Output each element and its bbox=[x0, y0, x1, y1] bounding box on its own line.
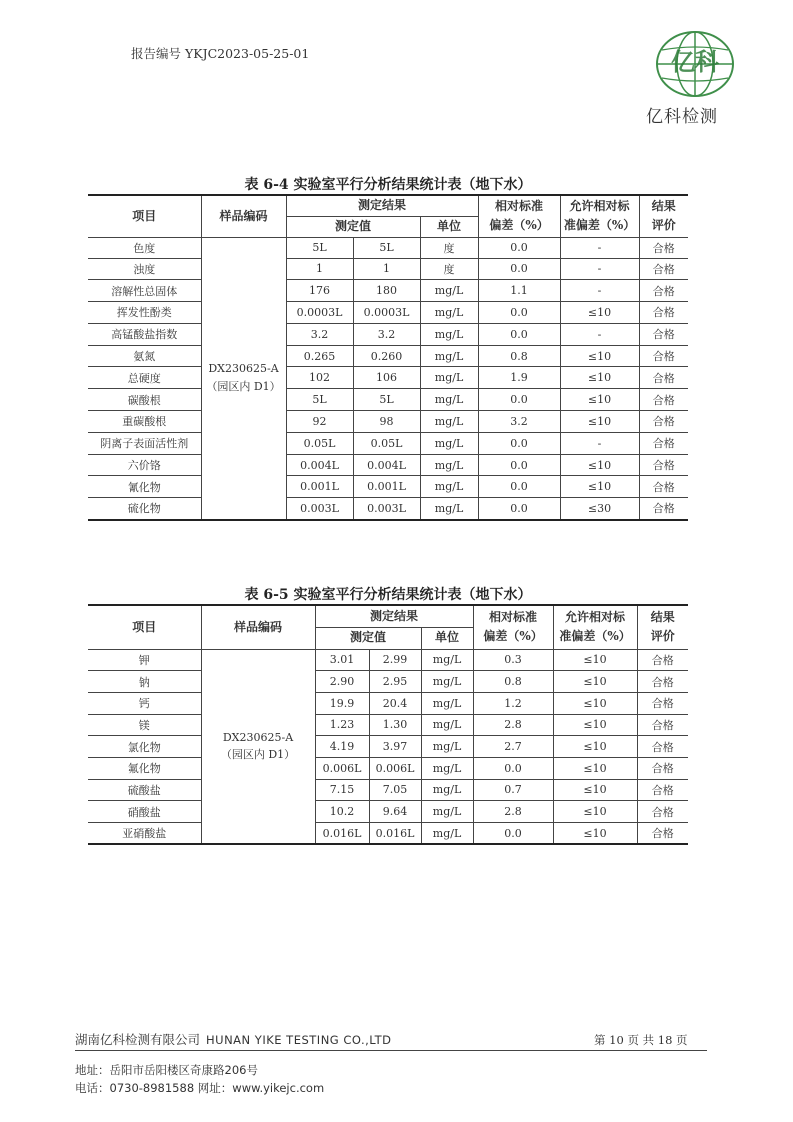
cell-item: 硫化物 bbox=[88, 498, 201, 520]
cell-value-1: 0.016L bbox=[315, 823, 369, 845]
cell-allow: ≤10 bbox=[553, 714, 637, 736]
cell-result: 合格 bbox=[639, 345, 688, 367]
table-row bbox=[88, 498, 688, 520]
cell-value-2: 0.05L bbox=[353, 432, 420, 454]
cell-rsd: 2.7 bbox=[473, 736, 553, 758]
cell-result: 合格 bbox=[639, 389, 688, 411]
cell-unit: mg/L bbox=[420, 476, 478, 498]
cell-unit: mg/L bbox=[420, 302, 478, 324]
cell-rsd: 0.8 bbox=[473, 671, 553, 693]
cell-value-1: 19.9 bbox=[315, 692, 369, 714]
table-row bbox=[88, 345, 688, 367]
logo-text: 亿科检测 bbox=[646, 107, 718, 127]
table2-header-result: 结果 评价 bbox=[637, 605, 688, 649]
cell-item: 镁 bbox=[88, 714, 201, 736]
table-row bbox=[88, 779, 688, 801]
cell-item: 挥发性酚类 bbox=[88, 302, 201, 324]
table-row bbox=[88, 801, 688, 823]
cell-item: 氰化物 bbox=[88, 476, 201, 498]
cell-allow: - bbox=[560, 432, 639, 454]
cell-value-1: 0.003L bbox=[286, 498, 353, 520]
cell-unit: mg/L bbox=[420, 411, 478, 433]
table2-sample-cell: DX230625-A （园区内 D1） bbox=[201, 649, 315, 844]
cell-item: 亚硝酸盐 bbox=[88, 823, 201, 845]
cell-result: 合格 bbox=[639, 411, 688, 433]
cell-result: 合格 bbox=[639, 237, 688, 258]
cell-unit: mg/L bbox=[420, 498, 478, 520]
table-row bbox=[88, 280, 688, 302]
cell-value-1: 102 bbox=[286, 367, 353, 389]
cell-result: 合格 bbox=[639, 302, 688, 324]
table-row bbox=[88, 323, 688, 345]
table1 bbox=[88, 194, 688, 521]
cell-result: 合格 bbox=[637, 823, 688, 845]
cell-rsd: 0.0 bbox=[478, 237, 560, 258]
cell-rsd: 1.1 bbox=[478, 280, 560, 302]
cell-value-1: 4.19 bbox=[315, 736, 369, 758]
cell-unit: mg/L bbox=[421, 823, 473, 845]
table-row bbox=[88, 476, 688, 498]
table-row bbox=[88, 736, 688, 758]
cell-rsd: 0.0 bbox=[478, 498, 560, 520]
cell-value-2: 106 bbox=[353, 367, 420, 389]
table-row bbox=[88, 367, 688, 389]
cell-unit: mg/L bbox=[420, 323, 478, 345]
table1-header-measure: 测定结果 bbox=[286, 195, 478, 216]
cell-rsd: 0.8 bbox=[478, 345, 560, 367]
table2-header-allow: 允许相对标 准偏差（%） bbox=[553, 605, 637, 649]
cell-item: 硝酸盐 bbox=[88, 801, 201, 823]
table2-header-item: 项目 bbox=[88, 605, 201, 649]
cell-value-1: 5L bbox=[286, 237, 353, 258]
cell-value-1: 10.2 bbox=[315, 801, 369, 823]
cell-result: 合格 bbox=[639, 476, 688, 498]
cell-value-1: 0.004L bbox=[286, 454, 353, 476]
cell-value-1: 5L bbox=[286, 389, 353, 411]
cell-rsd: 0.0 bbox=[478, 258, 560, 280]
table1-header-item: 项目 bbox=[88, 195, 201, 237]
cell-unit: mg/L bbox=[421, 649, 473, 671]
cell-allow: ≤30 bbox=[560, 498, 639, 520]
cell-value-1: 3.2 bbox=[286, 323, 353, 345]
cell-value-1: 0.006L bbox=[315, 757, 369, 779]
cell-unit: mg/L bbox=[420, 454, 478, 476]
cell-value-2: 0.004L bbox=[353, 454, 420, 476]
table-row bbox=[88, 411, 688, 433]
cell-value-2: 7.05 bbox=[369, 779, 421, 801]
cell-unit: mg/L bbox=[420, 280, 478, 302]
cell-rsd: 0.0 bbox=[473, 823, 553, 845]
table-row bbox=[88, 714, 688, 736]
cell-item: 色度 bbox=[88, 237, 201, 258]
table2-header-value: 测定值 bbox=[315, 627, 421, 649]
cell-rsd: 0.3 bbox=[473, 649, 553, 671]
cell-value-1: 176 bbox=[286, 280, 353, 302]
footer-divider bbox=[75, 1050, 707, 1051]
table1-header-result: 结果 评价 bbox=[639, 195, 688, 237]
cell-value-2: 0.260 bbox=[353, 345, 420, 367]
cell-value-1: 0.001L bbox=[286, 476, 353, 498]
cell-unit: mg/L bbox=[421, 736, 473, 758]
cell-allow: ≤10 bbox=[553, 823, 637, 845]
cell-allow: ≤10 bbox=[553, 649, 637, 671]
cell-unit: 度 bbox=[420, 237, 478, 258]
cell-allow: ≤10 bbox=[553, 757, 637, 779]
cell-rsd: 2.8 bbox=[473, 714, 553, 736]
cell-rsd: 0.0 bbox=[478, 432, 560, 454]
cell-result: 合格 bbox=[637, 779, 688, 801]
cell-value-2: 20.4 bbox=[369, 692, 421, 714]
footer-company bbox=[75, 1030, 392, 1048]
cell-unit: mg/L bbox=[420, 389, 478, 411]
cell-value-2: 0.016L bbox=[369, 823, 421, 845]
cell-item: 钾 bbox=[88, 649, 201, 671]
cell-result: 合格 bbox=[639, 432, 688, 454]
cell-rsd: 0.0 bbox=[478, 323, 560, 345]
cell-value-2: 2.99 bbox=[369, 649, 421, 671]
cell-value-1: 92 bbox=[286, 411, 353, 433]
cell-rsd: 0.0 bbox=[473, 757, 553, 779]
page-number: 第 10 页 共 18 页 bbox=[594, 1033, 688, 1047]
cell-item: 总硬度 bbox=[88, 367, 201, 389]
cell-rsd: 0.0 bbox=[478, 454, 560, 476]
table1-header-allow: 允许相对标 准偏差（%） bbox=[560, 195, 639, 237]
cell-item: 氯化物 bbox=[88, 736, 201, 758]
cell-item: 钙 bbox=[88, 692, 201, 714]
cell-value-2: 2.95 bbox=[369, 671, 421, 693]
cell-item: 高锰酸盐指数 bbox=[88, 323, 201, 345]
cell-result: 合格 bbox=[637, 714, 688, 736]
cell-unit: mg/L bbox=[421, 692, 473, 714]
cell-allow: ≤10 bbox=[560, 302, 639, 324]
table2-header-unit: 单位 bbox=[421, 627, 473, 649]
cell-item: 硫酸盐 bbox=[88, 779, 201, 801]
cell-value-2: 98 bbox=[353, 411, 420, 433]
table-row bbox=[88, 823, 688, 845]
cell-allow: ≤10 bbox=[560, 476, 639, 498]
cell-result: 合格 bbox=[639, 280, 688, 302]
cell-item: 重碳酸根 bbox=[88, 411, 201, 433]
cell-value-1: 3.01 bbox=[315, 649, 369, 671]
company-logo bbox=[646, 30, 746, 127]
cell-item: 阴离子表面活性剂 bbox=[88, 432, 201, 454]
company-name-cn: 湖南亿科检测有限公司 bbox=[75, 1032, 201, 1047]
cell-value-2: 3.2 bbox=[353, 323, 420, 345]
cell-rsd: 3.2 bbox=[478, 411, 560, 433]
cell-unit: mg/L bbox=[420, 345, 478, 367]
cell-value-1: 2.90 bbox=[315, 671, 369, 693]
cell-rsd: 0.0 bbox=[478, 302, 560, 324]
cell-allow: ≤10 bbox=[560, 389, 639, 411]
table1-caption: 表 6-4 实验室平行分析结果统计表（地下水） bbox=[244, 177, 532, 193]
cell-item: 钠 bbox=[88, 671, 201, 693]
cell-rsd: 0.0 bbox=[478, 476, 560, 498]
cell-value-1: 1.23 bbox=[315, 714, 369, 736]
table1-header-value: 测定值 bbox=[286, 216, 420, 237]
table-row bbox=[88, 757, 688, 779]
table1-header-sample: 样品编码 bbox=[201, 195, 286, 237]
cell-value-1: 7.15 bbox=[315, 779, 369, 801]
cell-allow: - bbox=[560, 323, 639, 345]
cell-rsd: 1.2 bbox=[473, 692, 553, 714]
cell-unit: 度 bbox=[420, 258, 478, 280]
table2 bbox=[88, 604, 688, 845]
cell-value-1: 0.0003L bbox=[286, 302, 353, 324]
table2-caption: 表 6-5 实验室平行分析结果统计表（地下水） bbox=[244, 587, 532, 603]
cell-item: 六价铬 bbox=[88, 454, 201, 476]
cell-rsd: 1.9 bbox=[478, 367, 560, 389]
cell-value-2: 0.001L bbox=[353, 476, 420, 498]
cell-result: 合格 bbox=[639, 367, 688, 389]
table-row bbox=[88, 237, 688, 258]
globe-logo-icon bbox=[652, 30, 738, 100]
table2-header-rsd: 相对标准 偏差（%） bbox=[473, 605, 553, 649]
cell-value-2: 180 bbox=[353, 280, 420, 302]
cell-value-2: 0.0003L bbox=[353, 302, 420, 324]
cell-item: 浊度 bbox=[88, 258, 201, 280]
table1-header-unit: 单位 bbox=[420, 216, 478, 237]
cell-value-2: 1 bbox=[353, 258, 420, 280]
cell-allow: ≤10 bbox=[553, 736, 637, 758]
cell-result: 合格 bbox=[637, 801, 688, 823]
cell-rsd: 2.8 bbox=[473, 801, 553, 823]
logo-mark-text: 亿科 bbox=[671, 47, 719, 76]
cell-allow: ≤10 bbox=[560, 345, 639, 367]
cell-result: 合格 bbox=[639, 454, 688, 476]
table1-sample-cell: DX230625-A （园区内 D1） bbox=[201, 237, 286, 520]
company-name-en: HUNAN YIKE TESTING CO.,LTD bbox=[206, 1033, 392, 1047]
cell-allow: ≤10 bbox=[553, 801, 637, 823]
cell-value-1: 0.265 bbox=[286, 345, 353, 367]
cell-unit: mg/L bbox=[420, 367, 478, 389]
cell-result: 合格 bbox=[639, 323, 688, 345]
cell-unit: mg/L bbox=[421, 801, 473, 823]
cell-unit: mg/L bbox=[421, 671, 473, 693]
footer-contact: 电话：0730-8981588 网址：www.yikejc.com bbox=[75, 1081, 325, 1095]
cell-result: 合格 bbox=[639, 258, 688, 280]
cell-unit: mg/L bbox=[420, 432, 478, 454]
cell-item: 氨氮 bbox=[88, 345, 201, 367]
cell-result: 合格 bbox=[637, 649, 688, 671]
cell-value-2: 0.003L bbox=[353, 498, 420, 520]
cell-result: 合格 bbox=[637, 736, 688, 758]
table-row bbox=[88, 671, 688, 693]
cell-value-2: 3.97 bbox=[369, 736, 421, 758]
cell-allow: ≤10 bbox=[553, 692, 637, 714]
cell-allow: - bbox=[560, 258, 639, 280]
table-row bbox=[88, 692, 688, 714]
cell-value-1: 1 bbox=[286, 258, 353, 280]
table-row bbox=[88, 258, 688, 280]
cell-allow: ≤10 bbox=[560, 411, 639, 433]
cell-unit: mg/L bbox=[421, 779, 473, 801]
table2-header-measure: 测定结果 bbox=[315, 605, 473, 627]
table-row bbox=[88, 389, 688, 411]
cell-item: 碳酸根 bbox=[88, 389, 201, 411]
cell-allow: ≤10 bbox=[553, 779, 637, 801]
report-number: 报告编号 YKJC2023-05-25-01 bbox=[131, 46, 310, 61]
cell-rsd: 0.7 bbox=[473, 779, 553, 801]
cell-allow: ≤10 bbox=[560, 454, 639, 476]
cell-value-2: 5L bbox=[353, 389, 420, 411]
table2-header-sample: 样品编码 bbox=[201, 605, 315, 649]
cell-allow: - bbox=[560, 280, 639, 302]
table-row bbox=[88, 432, 688, 454]
cell-rsd: 0.0 bbox=[478, 389, 560, 411]
cell-allow: ≤10 bbox=[553, 671, 637, 693]
cell-unit: mg/L bbox=[421, 714, 473, 736]
cell-value-2: 1.30 bbox=[369, 714, 421, 736]
cell-item: 溶解性总固体 bbox=[88, 280, 201, 302]
table1-header-rsd: 相对标准 偏差（%） bbox=[478, 195, 560, 237]
cell-value-2: 9.64 bbox=[369, 801, 421, 823]
cell-result: 合格 bbox=[637, 692, 688, 714]
cell-result: 合格 bbox=[637, 757, 688, 779]
cell-result: 合格 bbox=[637, 671, 688, 693]
cell-allow: ≤10 bbox=[560, 367, 639, 389]
cell-value-1: 0.05L bbox=[286, 432, 353, 454]
cell-unit: mg/L bbox=[421, 757, 473, 779]
cell-item: 氟化物 bbox=[88, 757, 201, 779]
cell-allow: - bbox=[560, 237, 639, 258]
cell-value-2: 0.006L bbox=[369, 757, 421, 779]
table-row bbox=[88, 454, 688, 476]
cell-value-2: 5L bbox=[353, 237, 420, 258]
footer-address: 地址：岳阳市岳阳楼区奇康路206号 bbox=[75, 1063, 258, 1077]
table-row bbox=[88, 302, 688, 324]
table-row bbox=[88, 649, 688, 671]
cell-result: 合格 bbox=[639, 498, 688, 520]
